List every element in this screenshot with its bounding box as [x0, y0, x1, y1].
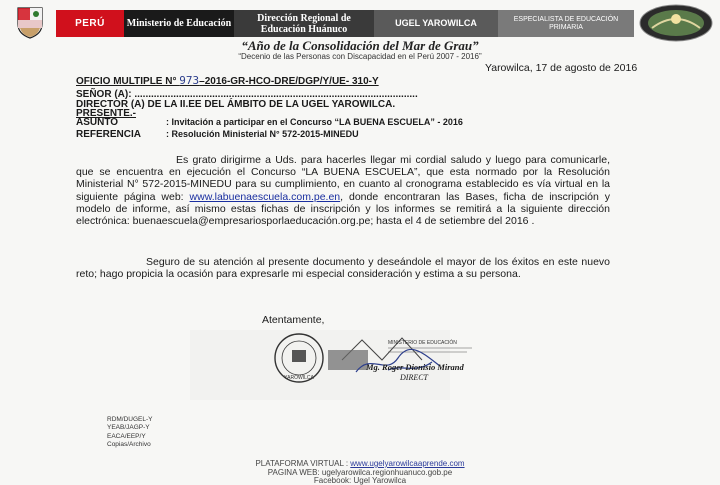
body-paragraph-1	[76, 154, 610, 227]
asunto-label: ASUNTO	[76, 117, 119, 128]
header-specialist: ESPECIALISTA DE EDUCACIÓN PRIMARIA	[498, 10, 634, 37]
year-motto: “Año de la Consolidación del Mar de Grau”	[241, 38, 479, 53]
header-regional: Dirección Regional de Educación Huánuco	[234, 10, 374, 37]
body-p1-text-b: , donde encontraran las Bases, ficha de inscripción y modelo de informe, así mismo estas fichas de inscripción y los informes se remitirá a la siguiente dirección electrónica: buenaescuela@empresariosporlaeducación.org.pe; hasta el 4 de setiembre del 2016 .	[76, 190, 610, 228]
recipient-senor: SEÑOR (A): ......................................................................................................	[76, 89, 418, 100]
footer-web-link[interactable]: ugelyarowilca.regionhuanuco.gob.pe	[321, 468, 453, 477]
oficio-number	[76, 74, 379, 87]
seal-left-text: YAROWILCA	[284, 375, 314, 381]
recipient-presente: PRESENTE.-	[76, 108, 137, 119]
oficio-handwritten-number: 973	[179, 74, 200, 87]
asunto-value: : Invitación a participar en el Concurso “LA BUENA ESCUELA” - 2016	[166, 117, 463, 127]
header-ugel: UGEL YAROWILCA	[374, 10, 498, 37]
footer-web-label: PAGINA WEB:	[267, 468, 322, 477]
reference-line: Copias/Archivo	[107, 441, 151, 449]
footer-platform	[0, 459, 720, 468]
signer-name: Mg. Roger Dionisio Mirand	[366, 362, 464, 372]
ugel-logo-icon	[638, 4, 714, 42]
body-paragraph-2	[76, 256, 610, 280]
reference-line: RDM/DUGEL-Y	[107, 416, 153, 423]
referencia-label: REFERENCIA	[76, 129, 142, 140]
reference-initials	[107, 416, 153, 450]
signer-title: DIRECT	[400, 373, 428, 382]
oficio-prefix: OFICIO MULTIPLE N°	[76, 76, 180, 87]
footer-platform-link[interactable]: www.ugelyarowilcaaprende.com	[350, 459, 465, 468]
header-ministry: Ministerio de Educación	[124, 10, 234, 37]
referencia-value: : Resolución Ministerial N° 572-2015-MINEDU	[166, 129, 359, 139]
closing: Atentamente,	[262, 314, 325, 326]
recipient-director: DIRECTOR (A) DE LA II.EE DEL ÁMBITO DE LA UGEL YAROWILCA.	[76, 99, 396, 110]
reference-line: YEAB/JAGP-Y	[107, 424, 150, 432]
body-p2-text: Seguro de su atención al presente documento y deseándole el mayor de los éxitos en este nuevo reto; hago propicia la ocasión para expresarle mi especial consideración y estima a su persona.	[76, 256, 610, 281]
footer-facebook: Facebook: Ugel Yarowilca	[313, 476, 407, 485]
header-country: PERÚ	[56, 10, 124, 37]
letter-date: Yarowilca, 17 de agosto de 2016	[485, 62, 638, 74]
footer-platform-label: PLATAFORMA VIRTUAL :	[255, 459, 351, 468]
reference-line: EACA/EEP/Y	[107, 432, 146, 440]
decade-motto: “Decenio de las Personas con Discapacidad en el Perú 2007 - 2016”	[238, 52, 482, 61]
seal-right-text: MINISTERIO DE EDUCACIÓN	[388, 340, 457, 346]
contest-website-link[interactable]: www.labuenaescuela.com.pe.en	[189, 190, 341, 203]
oficio-suffix: –2016-GR-HCO-DRE/DGP/Y/UE- 310-Y	[199, 76, 379, 87]
letterhead	[4, 4, 716, 42]
peru-shield-icon	[10, 6, 50, 40]
body-p1-text-a: Es grato dirigirme a Uds. para hacerles llegar mi cordial saludo y luego para comunicarle, que se encuentra en ejecución el Concurso “LA BUENA ESCUELA”, que esta normado por la Resolución Ministerial N° 572-2015-MINEDU para su cumplimiento, en cuanto al cronograma establecido es vía virtual en la siguiente página web:	[76, 154, 610, 203]
